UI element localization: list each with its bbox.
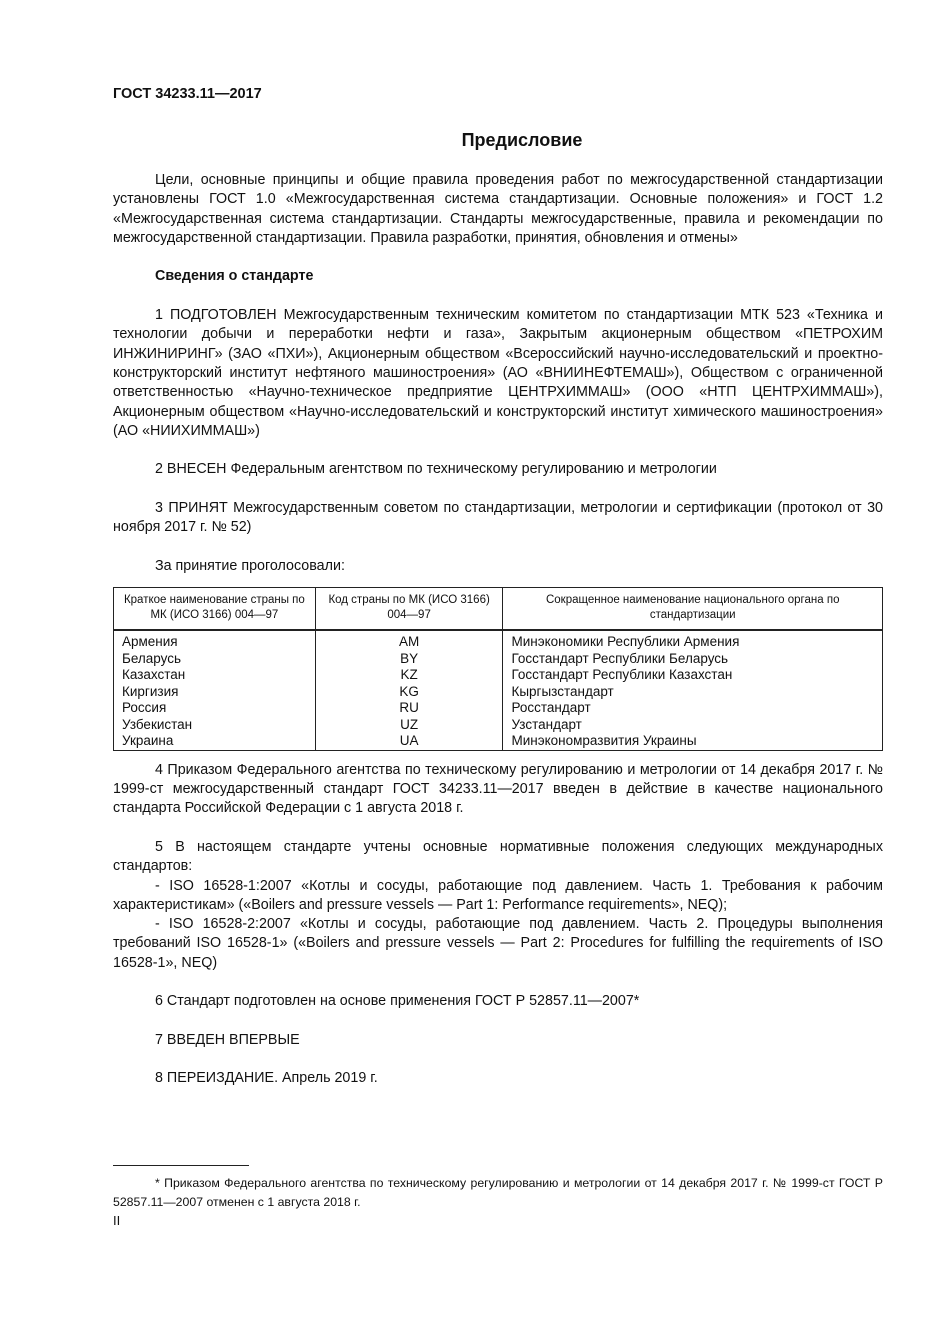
item-4: 4 Приказом Федерального агентства по техническому регулированию и метрологии от 14 декабря 2017 г. № 1999-ст межгосударственный стандарт ГОСТ 34233.11—2017 введен в действие в качестве национального стандарта Российской Федерации с 1 августа 2018 г.	[113, 761, 883, 817]
table-row	[114, 733, 883, 750]
code-cell: UA	[315, 733, 503, 750]
country-cell: Украина	[114, 733, 316, 750]
item-1: 1 ПОДГОТОВЛЕН Межгосударственным техническим комитетом по стандартизации МТК 523 «Техника и технологии добычи и переработки нефти и газа», Закрытым акционерным обществом «ПЕТРОХИМ ИНЖИНИРИНГ» (ЗАО «ПХИ»), Акционерным обществом «Всероссийский научно-исследовательский и проектно-конструкторский институт нефтяного машиностроения» (АО «ВНИИНЕФТЕМАШ»), Обществом с ограниченной ответственностью «Научно-техническое предприятие ЦЕНТРХИММАШ» (ООО «НТП ЦЕНТРХИММАШ»), Акционерным обществом «Научно-исследовательский и конструкторский институт химического машиностроения» (АО «НИИХИММАШ»)	[113, 307, 883, 439]
body-cell: Минэкономики Республики Армения	[503, 634, 883, 651]
page-title: Предисловие	[461, 130, 583, 150]
country-cell: Казахстан	[114, 667, 316, 684]
code-cell: AM	[315, 634, 503, 651]
intro-paragraph: Цели, основные принципы и общие правила проведения работ по межгосударственной стандартизации установлены ГОСТ 1.0 «Межгосударственная система стандартизации. Основные положения» и ГОСТ 1.2 «Межгосударственная система стандартизации. Стандарты межгосударственные, правила и рекомендации по межгосударственной стандартизации. Правила разработки, принятия, обновления и отмены»	[113, 172, 883, 246]
standard-info-heading: Сведения о стандарте	[155, 268, 314, 285]
code-cell: RU	[315, 700, 503, 717]
members-table-wrap	[113, 587, 883, 751]
country-cell: Армения	[114, 634, 316, 651]
country-cell: Беларусь	[114, 651, 316, 668]
header-country: Краткое наименование страны по МК (ИСО 3166) 004—97	[114, 588, 316, 631]
item-8: 8 ПЕРЕИЗДАНИЕ. Апрель 2019 г.	[155, 1070, 378, 1087]
page-number: II	[113, 1213, 121, 1228]
table-row	[114, 667, 883, 684]
item-5-reference-2: - ISO 16528-2:2007 «Котлы и сосуды, работающие под давлением. Часть 2. Процедуры выполнения требований ISO 16528-1» («Boilers and pressure vessels — Part 2: Procedures for fulfilling the requirements of ISO 16528-1», NEQ)	[113, 916, 883, 971]
country-cell: Киргизия	[114, 684, 316, 701]
table-row	[114, 717, 883, 734]
item-7: 7 ВВЕДЕН ВПЕРВЫЕ	[155, 1031, 300, 1048]
table-row	[114, 684, 883, 701]
item-5: 5 В настоящем стандарте учтены основные нормативные положения следующих международных стандартов:	[113, 838, 883, 875]
country-cell: Россия	[114, 700, 316, 717]
body-cell: Узстандарт	[503, 717, 883, 734]
members-table	[113, 587, 883, 751]
code-cell: BY	[315, 651, 503, 668]
vote-caption: За принятие проголосовали:	[155, 557, 345, 574]
body-cell: Росстандарт	[503, 700, 883, 717]
item-6: 6 Стандарт подготовлен на основе применения ГОСТ Р 52857.11—2007*	[155, 993, 640, 1010]
document-body	[113, 171, 883, 1089]
table-header-row	[114, 588, 883, 631]
item-2: 2 ВНЕСЕН Федеральным агентством по техническому регулированию и метрологии	[155, 461, 717, 478]
code-cell: UZ	[315, 717, 503, 734]
body-cell: Госстандарт Республики Беларусь	[503, 651, 883, 668]
table-row	[114, 700, 883, 717]
footnote: * Приказом Федерального агентства по техническому регулированию и метрологии от 14 декабря 2017 г. № 1999-ст ГОСТ Р 52857.11—2007 отменен с 1 августа 2018 г.	[113, 1176, 883, 1209]
country-cell: Узбекистан	[114, 717, 316, 734]
body-cell: Кыргызстандарт	[503, 684, 883, 701]
code-cell: KZ	[315, 667, 503, 684]
document-code: ГОСТ 34233.11—2017	[113, 86, 262, 102]
item-3: 3 ПРИНЯТ Межгосударственным советом по стандартизации, метрологии и сертификации (протокол от 30 ноября 2017 г. № 52)	[113, 500, 883, 536]
table-row	[114, 651, 883, 668]
footnote-divider	[113, 1165, 249, 1166]
body-cell: Минэкономразвития Украины	[503, 733, 883, 750]
item-5-reference-1: - ISO 16528-1:2007 «Котлы и сосуды, работающие под давлением. Часть 1. Требования к рабочим характеристикам» («Boilers and pressure vessels — Part 1: Performance requirements», NEQ);	[113, 877, 883, 913]
body-cell: Госстандарт Республики Казахстан	[503, 667, 883, 684]
code-cell: KG	[315, 684, 503, 701]
header-body: Сокращенное наименование национального органа по стандартизации	[503, 588, 883, 631]
header-code: Код страны по МК (ИСО 3166) 004—97	[315, 588, 503, 631]
table-row	[114, 634, 883, 651]
